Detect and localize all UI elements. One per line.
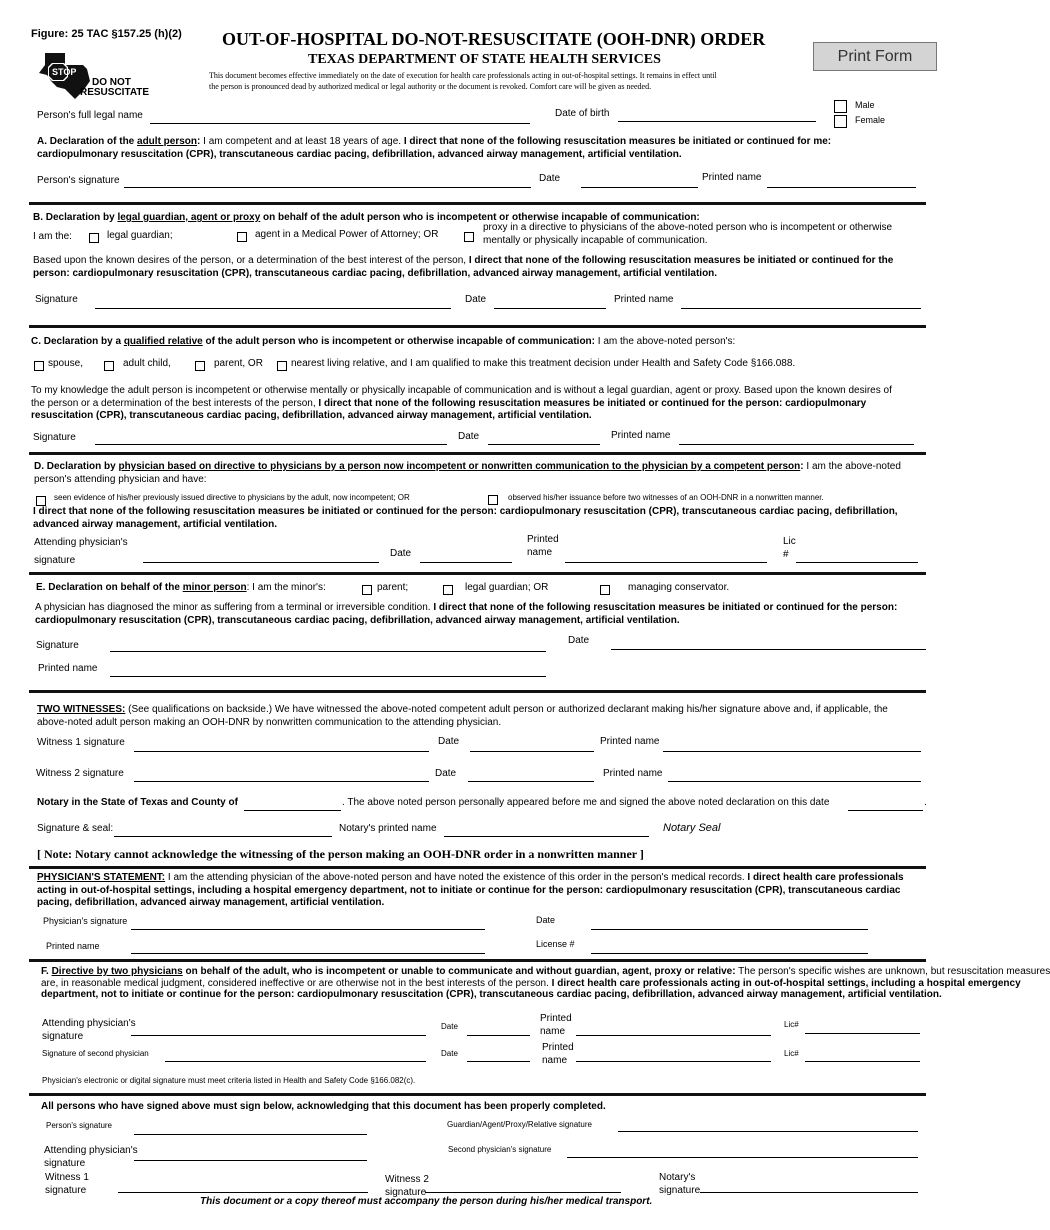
section-e-signature-label: Signature — [36, 640, 79, 651]
section-f-printed2-label: Printed name — [542, 1042, 574, 1066]
logo-stop-text: STOP — [52, 67, 77, 77]
physician-license-field[interactable] — [591, 953, 868, 954]
section-divider — [29, 202, 926, 205]
section-e-printed-name-label: Printed name — [38, 663, 98, 674]
section-divider — [29, 572, 926, 575]
physician-signature-label: Physician's signature — [43, 916, 128, 926]
parent-label: parent, OR — [214, 358, 263, 369]
notary-county-label: Notary in the State of Texas and County of — [37, 797, 238, 808]
section-d-date-label: Date — [390, 548, 412, 559]
section-f-date-label: Date — [441, 1022, 458, 1031]
section-d-printed-name-field[interactable] — [565, 562, 767, 563]
spouse-checkbox[interactable] — [34, 361, 44, 371]
section-b-date-field[interactable] — [494, 308, 606, 309]
physician-license-label: License # — [536, 939, 575, 949]
managing-conservator-label: managing conservator. — [628, 582, 730, 593]
notary-note: [ Note: Notary cannot acknowledge the witnessing of the person making an OOH-DNR order in a nonwritten manner ] — [37, 847, 644, 861]
section-d-printed-label: Printed name — [527, 534, 559, 558]
male-checkbox[interactable] — [834, 100, 847, 113]
section-f-printed-name2-field[interactable] — [576, 1061, 771, 1062]
section-divider — [29, 325, 926, 328]
acknowledgment-heading: All persons who have signed above must sign below, acknowledging that this document has been properly completed. — [41, 1101, 606, 1112]
witness2-printed-name-label: Printed name — [603, 768, 663, 779]
male-label: Male — [855, 100, 875, 110]
section-a-signature-label: Person's signature — [37, 175, 120, 186]
ack-person-signature-field[interactable] — [134, 1134, 367, 1135]
section-divider — [29, 452, 926, 455]
notary-seal-label: Notary Seal — [663, 822, 721, 834]
notary-printed-name-field[interactable] — [444, 836, 649, 837]
section-e-directive: A physician has diagnosed the minor as suffering from a terminal or irreversible condition. I direct that none of the following resuscitation measures be initiated or continued for the person: cardiopulmonary resuscitation (CPR), transcutaneous cardiac pacing, defibrillation, advanced airway management, artificial ventilation. — [35, 602, 898, 626]
section-f-attending-label: Attending physician's signature — [42, 1018, 136, 1042]
ack-person-signature-label: Person's signature — [46, 1121, 113, 1130]
physician-date-field[interactable] — [591, 929, 868, 930]
intro-text: This document becomes effective immediately on the date of execution for health care professionals acting in out-of-hospital settings. It remains in effect until the person is pronounced dead by authorized medical or legal authority or the document is revoked. Comfort care will be given as needed. — [209, 71, 717, 91]
section-b-directive: Based upon the known desires of the person, or a determination of the best interest of the person, I direct that none of the following resuscitation measures be initiated or continued for the person: cardiopulmonary resuscitation (CPR), transcutaneous cardiac pacing, defibrillation, advanced airway management, artificial ventilation. — [33, 255, 894, 279]
ack-second-physician-field[interactable] — [567, 1157, 918, 1158]
proxy-label: proxy in a directive to physicians of the above-noted person who is incompetent or otherwise mentally or physically incapable of communication. — [483, 222, 893, 246]
witness1-printed-name-label: Printed name — [600, 736, 660, 747]
section-d-directive: I direct that none of the following resuscitation measures be initiated or continued for the person: cardiopulmonary resuscitation (CPR), transcutaneous cardiac pacing, defibrillation, advanced airway management, artificial ventilation. — [33, 506, 898, 530]
adult-child-label: adult child, — [123, 358, 171, 369]
witness1-signature-field[interactable] — [134, 751, 429, 752]
ack-guardian-signature-label: Guardian/Agent/Proxy/Relative signature — [447, 1120, 592, 1129]
witness1-signature-label: Witness 1 signature — [37, 737, 125, 748]
section-d-lic-field[interactable] — [796, 562, 918, 563]
esignature-note: Physician's electronic or digital signature must meet criteria listed in Health and Safety Code §166.082(c). — [42, 1076, 416, 1085]
nearest-relative-label: nearest living relative, and I am qualified to make this treatment decision under Health and Safety Code §166.088. — [291, 358, 796, 369]
section-a-declaration: A. Declaration of the adult person: I am competent and at least 18 years of age. I direct that none of the following resuscitation measures be initiated or continued for me: cardiopulmonary resuscitation (CPR), transcutaneous cardiac pacing, defibrillation, advanced airway management, artificial ventilation. — [37, 136, 832, 160]
witness2-date-field[interactable] — [468, 781, 594, 782]
minor-guardian-checkbox[interactable] — [443, 585, 453, 595]
ack-guardian-signature-field[interactable] — [618, 1131, 918, 1132]
minor-parent-label: parent; — [377, 582, 409, 593]
notary-county-field[interactable] — [244, 810, 341, 811]
full-name-field[interactable] — [150, 123, 530, 124]
legal-guardian-label: legal guardian; — [107, 230, 173, 241]
seen-directive-label: seen evidence of his/her previously issued directive to physicians by the adult, now incompetent; OR — [54, 493, 410, 502]
dob-field[interactable] — [618, 121, 816, 122]
notary-printed-name-label: Notary's printed name — [339, 823, 437, 834]
witness2-printed-name-field[interactable] — [668, 781, 921, 782]
section-f-second-physician-label: Signature of second physician — [42, 1049, 149, 1058]
section-d-declaration: D. Declaration by physician based on directive to physicians by a person now incompetent or nonwritten communication to the physician by a competent person: I am the above-noted person's attending physician and have: — [34, 461, 901, 485]
section-c-date-label: Date — [458, 431, 480, 442]
section-c-declaration: C. Declaration by a qualified relative of the adult person who is incompetent or otherwise incapable of communication: I am the above-noted person's: — [31, 336, 736, 347]
section-f-lic-label: Lic# — [784, 1020, 799, 1029]
section-a-printed-name-field[interactable] — [767, 187, 916, 188]
section-b-signature-label: Signature — [35, 294, 78, 305]
physician-date-label: Date — [536, 915, 556, 925]
agency-name: TEXAS DEPARTMENT OF STATE HEALTH SERVICES — [308, 52, 661, 67]
parent-checkbox[interactable] — [195, 361, 205, 371]
full-name-label: Person's full legal name — [37, 110, 143, 121]
witness1-printed-name-field[interactable] — [663, 751, 921, 752]
figure-reference: Figure: 25 TAC §157.25 (h)(2) — [31, 28, 182, 40]
section-a-date-label: Date — [539, 173, 561, 184]
section-divider — [29, 1093, 926, 1096]
section-f-lic2-field[interactable] — [805, 1061, 920, 1062]
observed-issuance-label: observed his/her issuance before two witnesses of an OOH-DNR in a nonwritten manner. — [508, 493, 824, 502]
ack-second-physician-label: Second physician's signature — [448, 1145, 552, 1154]
section-f-attending-signature-field[interactable] — [131, 1035, 426, 1036]
agent-mpoa-label: agent in a Medical Power of Attorney; OR — [255, 229, 439, 240]
managing-conservator-checkbox[interactable] — [600, 585, 610, 595]
section-f-date2-field[interactable] — [467, 1061, 530, 1062]
section-d-lic-label: Lic # — [783, 536, 796, 560]
section-e-declaration: E. Declaration on behalf of the minor person: I am the minor's: — [36, 582, 326, 593]
section-c-signature-field[interactable] — [95, 444, 447, 445]
section-e-signature-field[interactable] — [110, 651, 546, 652]
notary-date-field[interactable] — [848, 810, 923, 811]
physician-statement: PHYSICIAN'S STATEMENT: I am the attending physician of the above-noted person and have noted the existence of this order in the person's medical records. I direct health care professionals acting in out-of-hospital settings, including a hospital emergency department, not to initiate or continue for the person: cardiopulmonary resuscitation (CPR), transcutaneous cardiac pacing, defibrillation, advanced airway management, artificial ventilation. — [37, 872, 904, 908]
adult-child-checkbox[interactable] — [104, 361, 114, 371]
section-f-lic1-field[interactable] — [805, 1033, 920, 1034]
seen-directive-checkbox[interactable] — [36, 496, 46, 506]
section-d-signature-field[interactable] — [143, 562, 379, 563]
section-e-date-field[interactable] — [611, 649, 926, 650]
female-checkbox[interactable] — [834, 115, 847, 128]
proxy-checkbox[interactable] — [464, 232, 474, 242]
section-f-date2-label: Date — [441, 1049, 458, 1058]
form-title: OUT-OF-HOSPITAL DO-NOT-RESUSCITATE (OOH-DNR) ORDER — [222, 29, 766, 49]
section-c-date-field[interactable] — [488, 444, 600, 445]
ack-witness1-field[interactable] — [118, 1192, 368, 1193]
ack-attending-label: Attending physician's signature — [44, 1145, 138, 1169]
footer-note: This document or a copy thereof must accompany the person during his/her medical transport. — [200, 1196, 653, 1207]
section-a-signature-field[interactable] — [124, 187, 531, 188]
witnesses-statement: TWO WITNESSES: (See qualifications on backside.) We have witnessed the above-noted competent adult person or authorized declarant making his/her signature above and, if applicable, the above-noted adult person making an OOH-DNR by nonwritten communication to the attending physician. — [37, 704, 888, 728]
ack-witness2-label: Witness 2 signature — [385, 1174, 429, 1198]
observed-issuance-checkbox[interactable] — [488, 495, 498, 505]
dob-label: Date of birth — [555, 108, 610, 119]
section-a-date-field[interactable] — [581, 187, 698, 188]
section-b-signature-field[interactable] — [95, 308, 451, 309]
section-f-lic2-label: Lic# — [784, 1049, 799, 1058]
section-a-printed-name-label: Printed name — [702, 172, 762, 183]
section-f-printed-label: Printed name — [540, 1013, 572, 1037]
notary-period: . — [924, 797, 927, 808]
section-divider — [29, 866, 926, 869]
spouse-label: spouse, — [48, 358, 84, 369]
section-c-directive: To my knowledge the adult person is incompetent or otherwise mentally or physically incapable of communication and is without a legal guardian, agent or proxy. Based upon the known desires of the person or a determination of the best interests of the person, I direct that none of the following resuscitation measures be initiated or continued for the person: cardiopulmonary resuscitation (CPR), transcutaneous cardiac pacing, defibrillation, advanced airway management, artificial ventilation. — [31, 385, 892, 421]
section-b-printed-name-field[interactable] — [681, 308, 921, 309]
ack-notary-label: Notary's signature — [659, 1172, 701, 1196]
physician-printed-name-field[interactable] — [131, 953, 485, 954]
minor-guardian-label: legal guardian; OR — [465, 582, 549, 593]
notary-appeared-text: . The above noted person personally appeared before me and signed the above noted declaration on this date — [342, 797, 830, 808]
minor-parent-checkbox[interactable] — [362, 585, 372, 595]
ack-notary-field[interactable] — [700, 1192, 918, 1193]
physician-signature-field[interactable] — [131, 929, 485, 930]
section-c-printed-name-label: Printed name — [611, 430, 671, 441]
stop-dnr-logo — [35, 51, 150, 101]
female-label: Female — [855, 115, 886, 125]
ack-attending-signature-field[interactable] — [134, 1160, 367, 1161]
witness2-signature-field[interactable] — [134, 781, 429, 782]
logo-line2: RESUSCITATE — [80, 87, 150, 98]
section-f-second-signature-field[interactable] — [165, 1061, 426, 1062]
section-e-printed-name-field[interactable] — [110, 676, 546, 677]
witness1-date-field[interactable] — [470, 751, 594, 752]
section-d-date-field[interactable] — [420, 562, 512, 563]
witness2-date-label: Date — [435, 768, 457, 779]
section-divider — [29, 690, 926, 693]
section-f-date1-field[interactable] — [467, 1035, 530, 1036]
logo-line1: DO NOT — [92, 77, 131, 88]
witness2-signature-label: Witness 2 signature — [36, 768, 124, 779]
physician-printed-name-label: Printed name — [46, 941, 100, 951]
legal-guardian-checkbox[interactable] — [89, 233, 99, 243]
print-form-button[interactable]: Print Form — [813, 42, 937, 71]
section-c-printed-name-field[interactable] — [679, 444, 914, 445]
section-f-printed-name1-field[interactable] — [576, 1035, 771, 1036]
ack-witness2-field[interactable] — [425, 1192, 621, 1193]
ack-witness1-label: Witness 1 signature — [45, 1172, 89, 1196]
notary-signature-field[interactable] — [114, 836, 332, 837]
witness1-date-label: Date — [438, 736, 460, 747]
section-divider — [29, 959, 926, 962]
section-b-declaration: B. Declaration by legal guardian, agent or proxy on behalf of the adult person who is incompetent or otherwise incapable of communication: — [33, 212, 700, 223]
section-d-attending-label: Attending physician's signature — [34, 537, 128, 566]
nearest-relative-checkbox[interactable] — [277, 361, 287, 371]
notary-signature-seal-label: Signature & seal: — [37, 823, 114, 834]
section-f-directive: F. Directive by two physicians on behalf of the adult, who is incompetent or unable to communicate and without guardian, agent, proxy or relative: The person's specific wishes are unknown, but resuscitation measures are, in reasonable medical judgment, considered ineffective or are otherwise not in the best interests of the person. I direct health care professionals acting in out-of-hospital settings, including a hospital emergency department, not to initiate or continue for the person: cardiopulmonary resuscitation (CPR), transcutaneous cardiac pacing, defibrillation, advanced airway management, artificial ventilation. — [41, 966, 1050, 1000]
section-b-printed-name-label: Printed name — [614, 294, 674, 305]
agent-mpoa-checkbox[interactable] — [237, 232, 247, 242]
section-e-date-label: Date — [568, 635, 590, 646]
section-b-date-label: Date — [465, 294, 487, 305]
section-b-i-am-label: I am the: — [33, 231, 72, 242]
section-c-signature-label: Signature — [33, 432, 76, 443]
